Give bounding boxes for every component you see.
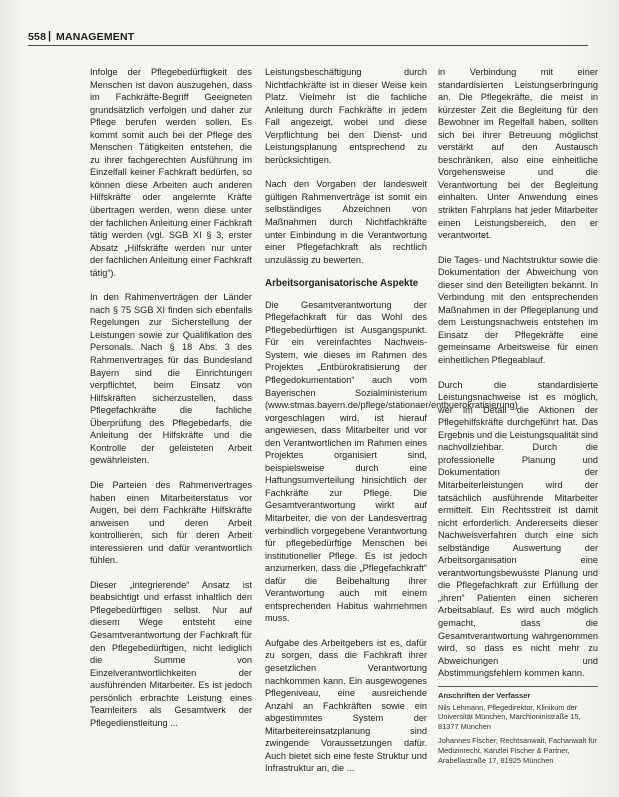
section-title: MANAGEMENT xyxy=(56,31,135,43)
author-entry: Nils Lehmann, Pflegedirektor, Klinikum der Universität München, Marchioninistraße 15, 81377 München xyxy=(438,702,581,731)
header-separator: | xyxy=(48,30,52,42)
author-heading: Anschriften der Verfasser xyxy=(438,691,531,700)
body-paragraph: In den Rahmenverträgen der Länder nach § 75 SGB XI finden sich ebenfalls Regelungen zur Sicherstellung der Leistungen sowie zur Qualifikation des Personals. Nach § 18 Abs. 3 des Rahmenvertrages für das Bundesland Bayern sind die Einrichtungen verpflichtet, beim Einsatz von Hilfskräften sicherzustellen, dass Pflegefachkräfte die fachliche Überprüfung des Pflegebedarfs, die Anleitung der Hilfskräfte und die Kontrolle der geleisteten Arbeit gewährleisten. xyxy=(90,292,252,466)
body-paragraph: Aufgabe des Arbeitgebers ist es, dafür zu sorgen, dass die Fachkraft ihrer gesetzlichen Verantwortung nachkommen kann. Ein ausgewogenes Pflegeniveau, eine ausreichende Anzahl an Fachkräften sowie ein abgestimmtes System der Mitarbeitereinsatzplanung sind zwingende Voraussetzungen dafür. Auch bietet sich eine feste Struktur und Infrastruktur an, die ... xyxy=(265,637,427,774)
body-paragraph: Durch die standardisierte Leistungsnachweise ist es möglich, wer im Detail die Aktionen der Pflegehilfskräfte durchgeführt hat. Das Ergebnis und die Leistungsqualität sind nachvollziehbar. Durch die professionelle Planung und Dokumentation der Mitarbeiterleistungen wird der tatsächlich ausführende Mitarbeiter ermittelt. Ein Rechtsstreit ist damit nicht erforderlich. Andererseits dieser Nachweisverfahren durch eine sich selbständige Auswertung der Arbeitsorganisation eine verantwortungsbewusste Planung und die Pflegefachkraft zur Erfüllung der „ihren“ Patienten einen sicheren Arbeitsablauf. Es wird auch möglich gemacht, dass die Gesamtverantwortung wahrgenommen wird, so dass es nicht mehr zu Abweichungen und Abstimmungsfehlern kommen kann. xyxy=(438,379,598,679)
body-paragraph: Die Gesamtverantwortung der Pflegefachkraft für das Wohl des Pflegebedürftigen ist Ausgangspunkt. Für ein vereinfachtes Nachweis-System, wie dieses im Rahmen des Projektes „Entbürokratisierung der Pflegedokumentation“ auch vom Bayerischen Sozialministerium (www.stmas.bayern.de/pflege/stationaer/entbuerokratisierung) vorgeschlagen wird, ist hierauf angewiesen, dass Mitarbeiter und vor den Verantwortlichen im Rahmen eines Projektes organisiert sind, beispielsweise durch eine Haftungsumverteilung hinsichtlich der Fachkräfte zur Pflege. Die Gesamtverantwortung wirkt auf Mitarbeiter, die von der Landesvertrag verbindlich vorgegebene Verantwortung für pflegebedürftige Menschen bei institutioneller Pflege. Es ist jedoch anzumerken, dass die „Pflegefachkraft“ dafür die Beibehaltung ihrer Verantwortung auch mit einem entsprechenden Habitus wahrnehmen muss. xyxy=(265,299,518,624)
header-rule xyxy=(28,45,588,46)
body-paragraph: Leistungsbeschäftigung durch Nichtfachkräfte ist in dieser Weise kein Platz. Vielmehr ist die fachliche Anleitung durch Fachkräfte in jedem Fall angezeigt, wobei und diese Verpflichtung bei den Dienst- und Leistungsplanung entsprechend zu berücksichtigen. xyxy=(265,67,427,165)
body-paragraph: Die Parteien des Rahmenvertrages haben einen Mitarbeiterstatus vor Augen, bei dem Fachkräfte Hilfskräfte anweisen und deren Arbeit kontrollieren, sich für deren Arbeit interessieren und dafür verantwortlich fühlen. xyxy=(90,479,252,566)
body-paragraph: Infolge der Pflegebedürftigkeit des Menschen ist davon auszugehen, dass im Fachkräfte-Begriff Geeigneten grundsätzlich verfolgen und daher zur Pflege berufen werden sollen. Es kommt somit auch bei der Pflege des Menschen Tätigkeiten entstehen, die zu ihrer fachgerechten Ausführung im Einzelfall keiner Fachkraft bedürfen, so können diese Arbeiten auch anderen Hilfskräfte oder angelernte Kräfte übertragen werden, wenn diese unter der fachlichen Anleitung einer Fachkraft tätig werden (vgl. SGB XI § 3, erster Absatz „Hilfskräfte werden nur unter der fachlichen Anleitung einer Fachkraft tätig“). xyxy=(90,67,252,278)
author-addresses xyxy=(438,686,598,770)
body-paragraph: Dieser „integrierende“ Ansatz ist beabsichtigt und erfasst inhaltlich den Pflegebedürftigen selbst. Nur auf diesem Wege entsteht eine Gesamtverantwortung der Fachkraft für den Pflegebedürftigen, nicht lediglich die Summe von Einzelverantwortlichkeiten der ausführenden Mitarbeiter. Es ist jedoch persönlich erbrachte Leistung eines Teamleiters als Gesamtwerk der Pflegedienstleitung ... xyxy=(90,579,252,728)
section-heading: Arbeitsorganisatorische Aspekte xyxy=(265,278,419,290)
page-header xyxy=(28,30,588,46)
body-paragraph: Die Tages- und Nachtstruktur sowie die Dokumentation der Abweichung von dieser sind den Beteiligten bekannt. In Verbindung mit den entsprechenden Maßnahmen in der Pflegeplanung und dem Leistungsnachweis entstehen im Einsatz der Pflegekräfte eine gemeinsame Arbeitsweise für einen einheitlichen Pflegeablauf. xyxy=(438,254,598,366)
body-paragraph: Nach den Vorgaben der landesweit gültigen Rahmenverträge ist somit ein selbständiges Abzeichnen von Maßnahmen durch Nichtfachkräfte unter Einbindung in die Verantwortung einer Pflegefachkraft als rechtlich unzulässig zu bewerten. xyxy=(265,179,427,265)
text-column-3 xyxy=(438,66,598,692)
author-entry: Johannes Fischer, Rechtsanwalt, Fachanwalt für Medizinrecht, Kanzlei Fischer & Partner, Arabellastraße 17, 81925 München xyxy=(438,736,597,765)
text-column-1 xyxy=(90,66,252,741)
body-paragraph: in Verbindung mit einer standardisierten Leistungserbringung an. Die Pflegekräfte, die meist in kürzester Zeit die Begleitung für den Bewohner im Regelfall haben, sollten sich bei ihrer Betreuung möglichst verstärkt auf den Austausch beschränken, also eine einheitliche Vorgehensweise und die Verantwortung bei der Begleitung einhalten. Unter Anwendung eines strikten Fahrplans hat jeder Mitarbeiter einen Leistungsbereich, den er verantwortet. xyxy=(438,67,598,241)
page-number: 558 xyxy=(28,31,47,43)
